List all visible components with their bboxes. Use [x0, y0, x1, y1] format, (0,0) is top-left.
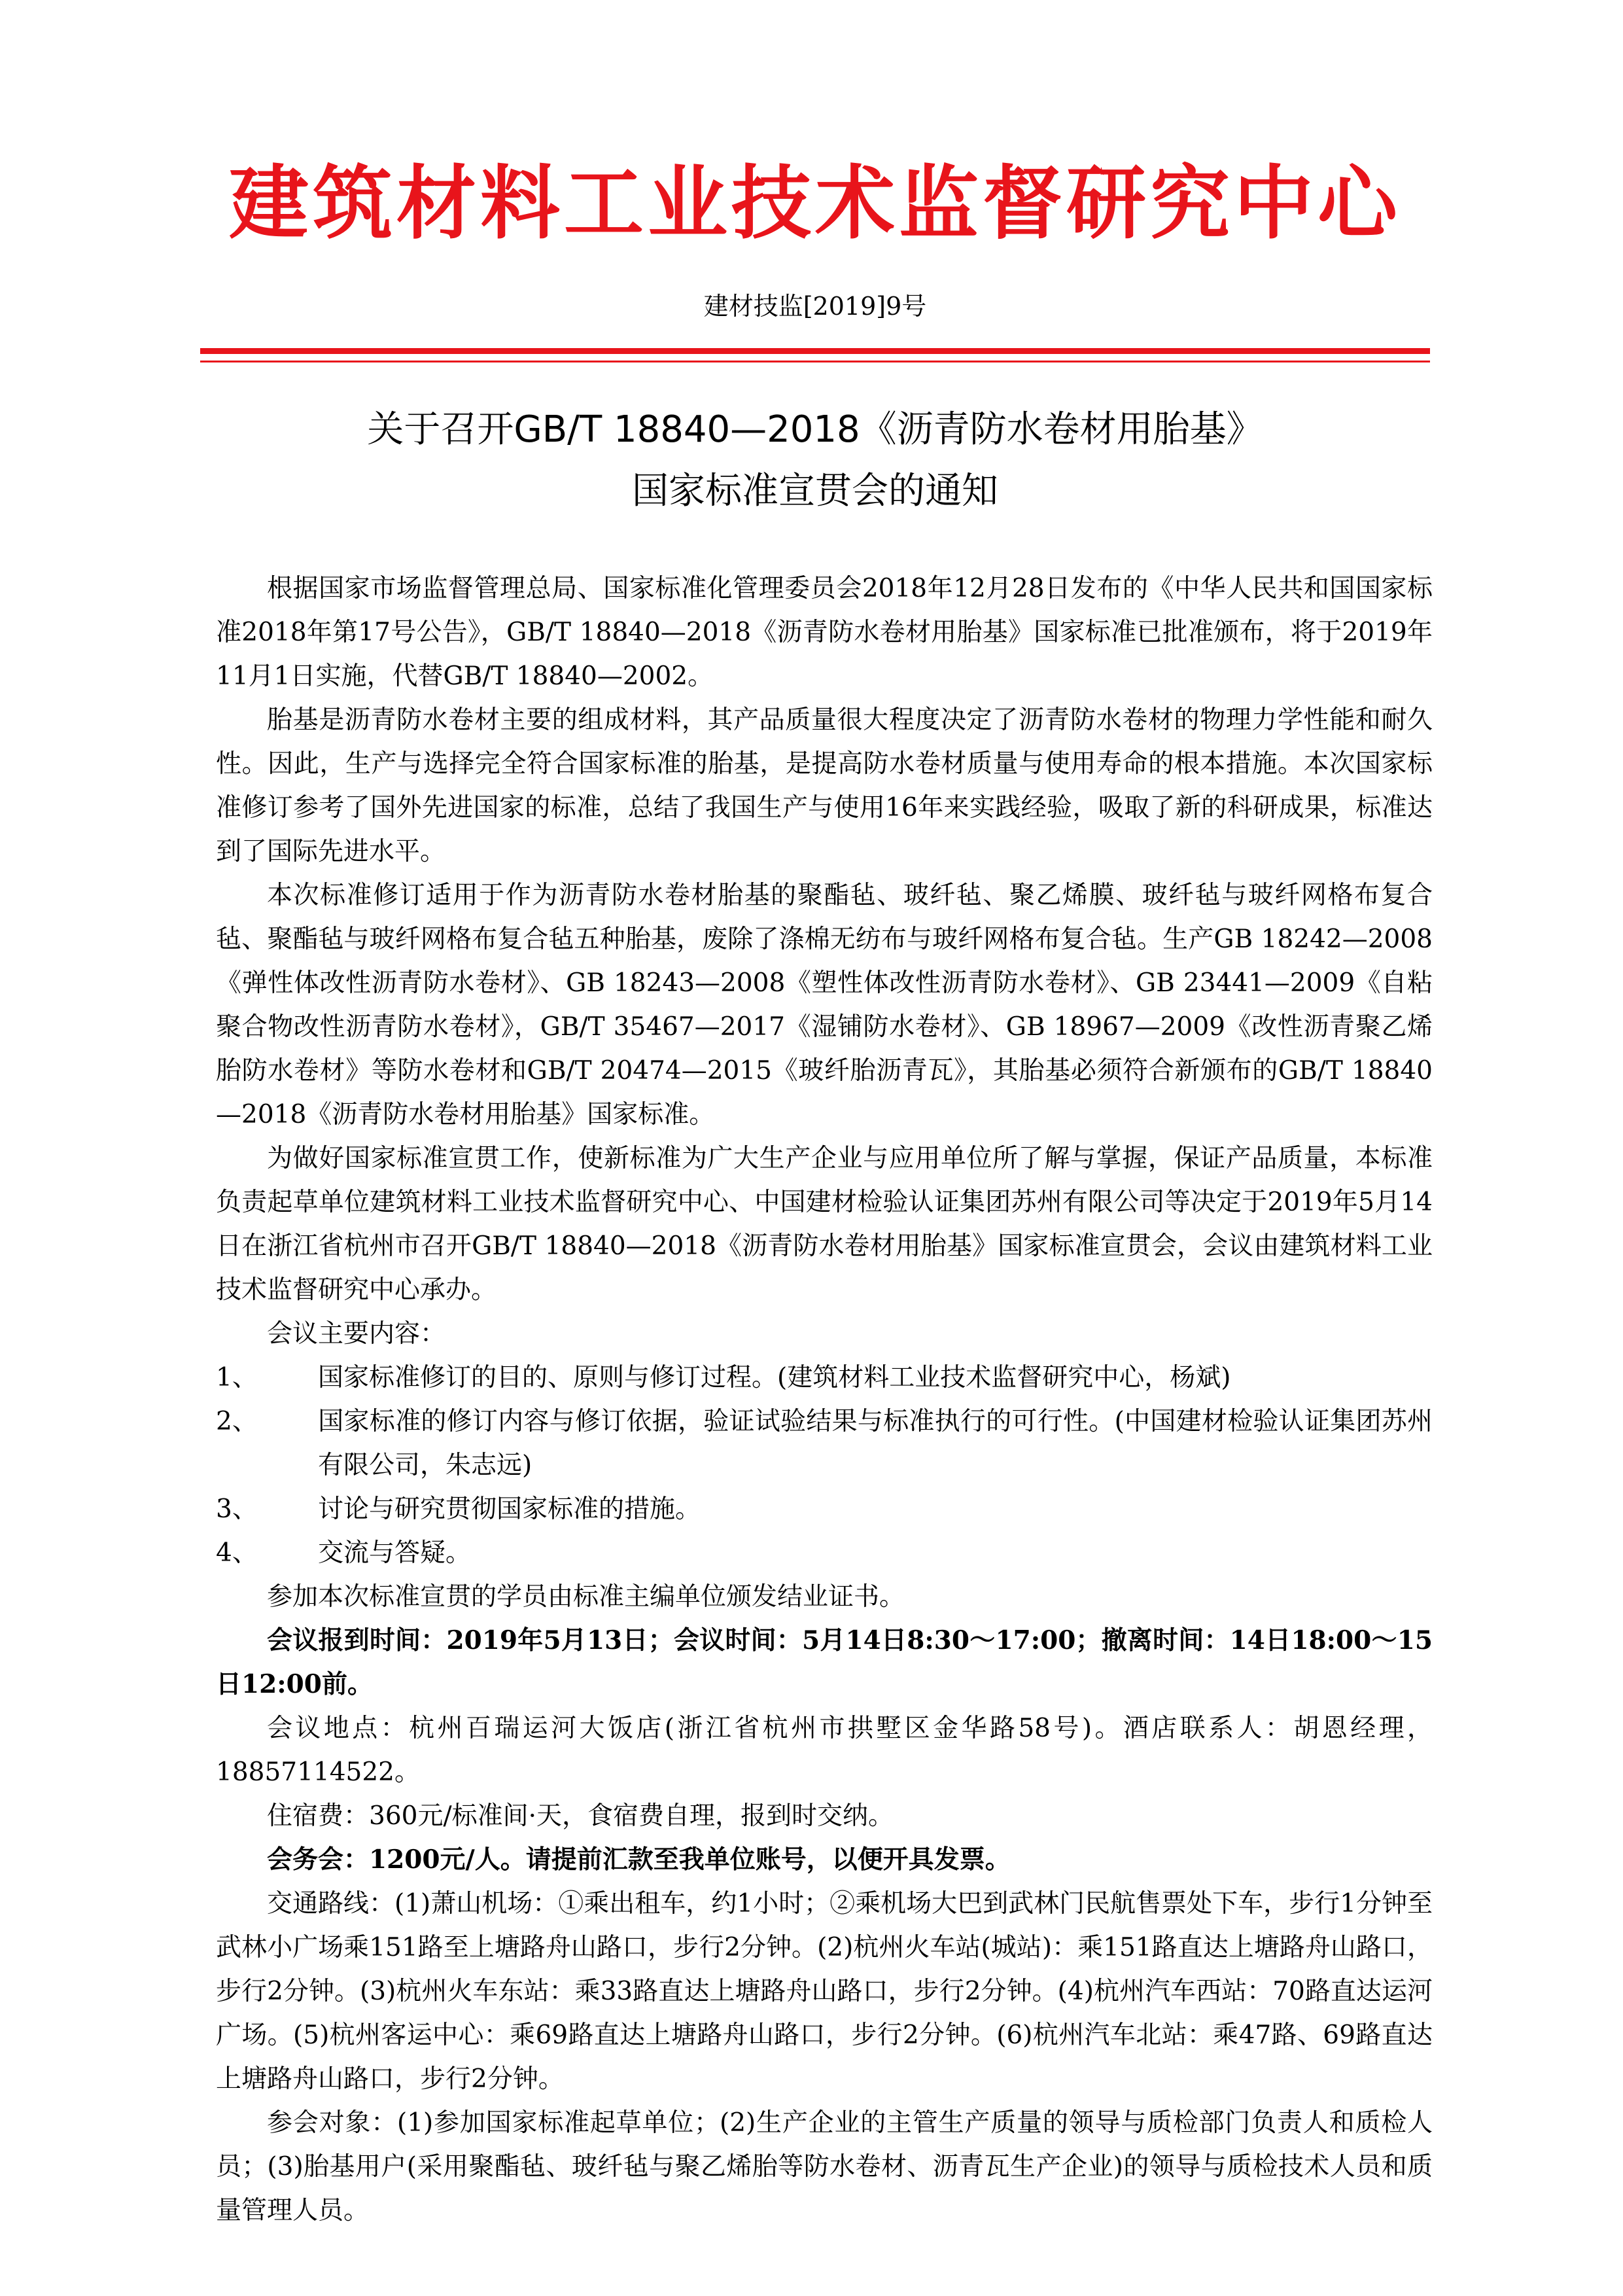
agenda-item-3	[216, 1487, 1433, 1531]
agenda-item-number: 2、	[216, 1407, 258, 1436]
agenda-item-text: 讨论与研究贯彻国家标准的措施。	[318, 1494, 701, 1524]
paragraph-venue: 会议地点：杭州百瑞运河大饭店(浙江省杭州市拱墅区金华路58号)。酒店联系人：胡恩经理，18857114522。	[216, 1714, 1433, 1787]
title-line-1: 关于召开GB/T 18840—2018《沥青防水卷材用胎基》	[367, 408, 1263, 451]
title-line-2: 国家标准宣贯会的通知	[632, 470, 998, 512]
paragraph-base-importance: 胎基是沥青防水卷材主要的组成材料，其产品质量很大程度决定了沥青防水卷材的物理力学性能和耐久性。因此，生产与选择完全符合国家标准的胎基，是提高防水卷材质量与使用寿命的根本措施。本次国家标准修订参考了国外先进国家的标准，总结了我国生产与使用16年来实践经验，吸取了新的科研成果，标准达到了国际先进水平。	[216, 705, 1433, 866]
red-rule-thin	[200, 361, 1430, 362]
agenda-item-1	[216, 1356, 1433, 1400]
notice-title	[194, 399, 1437, 522]
paragraph-scope: 本次标准修订适用于作为沥青防水卷材胎基的聚酯毡、玻纤毡、聚乙烯膜、玻纤毡与玻纤网格布复合毡、聚酯毡与玻纤网格布复合毡五种胎基，废除了涤棉无纺布与玻纤网格布复合毡。生产GB 18242—2008《弹性体改性沥青防水卷材》、GB 18243—2008《塑性体改性沥青防水卷材》、GB 23441—2009《自粘聚合物改性沥青防水卷材》，GB/T 35467—2017《湿铺防水卷材》、GB 18967—2009《改性沥青聚乙烯胎防水卷材》等防水卷材和GB/T 20474—2015《玻纤胎沥青瓦》，其胎基必须符合新颁布的GB/T 18840—2018《沥青防水卷材用胎基》国家标准。	[216, 881, 1433, 1129]
agenda-item-number: 4、	[216, 1538, 258, 1568]
paragraph-standard-release: 根据国家市场监督管理总局、国家标准化管理委员会2018年12月28日发布的《中华人民共和国国家标准2018年第17号公告》，GB/T 18840—2018《沥青防水卷材用胎基》国家标准已批准颁布，将于2019年11月1日实施，代替GB/T 18840—2002。	[216, 574, 1433, 691]
agenda-item-number: 1、	[216, 1363, 258, 1392]
paragraph-attendees: 参会对象：(1)参加国家标准起草单位；(2)生产企业的主管生产质量的领导与质检部门负责人和质检人员；(3)胎基用户(采用聚酯毡、玻纤毡与聚乙烯胎等防水卷材、沥青瓦生产企业)的领导与质检技术人员和质量管理人员。	[216, 2108, 1433, 2225]
agenda-heading: 会议主要内容：	[267, 1319, 446, 1349]
agenda-item-number: 3、	[216, 1494, 258, 1524]
paragraph-lodging: 住宿费：360元/标准间·天，食宿费自理，报到时交纳。	[267, 1801, 894, 1831]
agenda-item-2	[216, 1400, 1433, 1487]
agenda-item-4	[216, 1531, 1433, 1575]
agenda-item-text: 国家标准的修订内容与修订依据，验证试验结果与标准执行的可行性。(中国建材检验认证集团苏州有限公司，朱志远)	[318, 1407, 1433, 1480]
paragraph-meeting-purpose: 为做好国家标准宣贯工作，使新标准为广大生产企业与应用单位所了解与掌握，保证产品质量，本标准负责起草单位建筑材料工业技术监督研究中心、中国建材检验认证集团苏州有限公司等决定于2019年5月14日在浙江省杭州市召开GB/T 18840—2018《沥青防水卷材用胎基》国家标准宣贯会，会议由建筑材料工业技术监督研究中心承办。	[216, 1144, 1433, 1305]
agenda-item-text: 国家标准修订的目的、原则与修订过程。(建筑材料工业技术监督研究中心，杨斌)	[318, 1363, 1231, 1392]
document-number: 建材技监[2019]9号	[703, 292, 927, 321]
org-letterhead: 建筑材料工业技术监督研究中心	[229, 156, 1401, 250]
paragraph-schedule: 会议报到时间：2019年5月13日；会议时间：5月14日8:30～17:00；撤离时间：14日18:00～15日12:00前。	[216, 1625, 1433, 1699]
red-rule-thick	[200, 348, 1430, 354]
paragraph-fee: 会务会：1200元/人。请提前汇款至我单位账号，以便开具发票。	[267, 1845, 1011, 1875]
paragraph-transport: 交通路线：(1)萧山机场：①乘出租车，约1小时；②乘机场大巴到武林门民航售票处下车，步行1分钟至武林小广场乘151路至上塘路舟山路口，步行2分钟。(2)杭州火车站(城站)：乘151路直达上塘路舟山路口，步行2分钟。(3)杭州火车东站：乘33路直达上塘路舟山路口，步行2分钟。(4)杭州汽车西站：70路直达运河广场。(5)杭州客运中心：乘69路直达上塘路舟山路口，步行2分钟。(6)杭州汽车北站：乘47路、69路直达上塘路舟山路口，步行2分钟。	[216, 1889, 1433, 2094]
paragraph-certificate: 参加本次标准宣贯的学员由标准主编单位颁发结业证书。	[267, 1582, 905, 1612]
notice-body	[216, 567, 1433, 2233]
agenda-item-text: 交流与答疑。	[318, 1538, 472, 1568]
